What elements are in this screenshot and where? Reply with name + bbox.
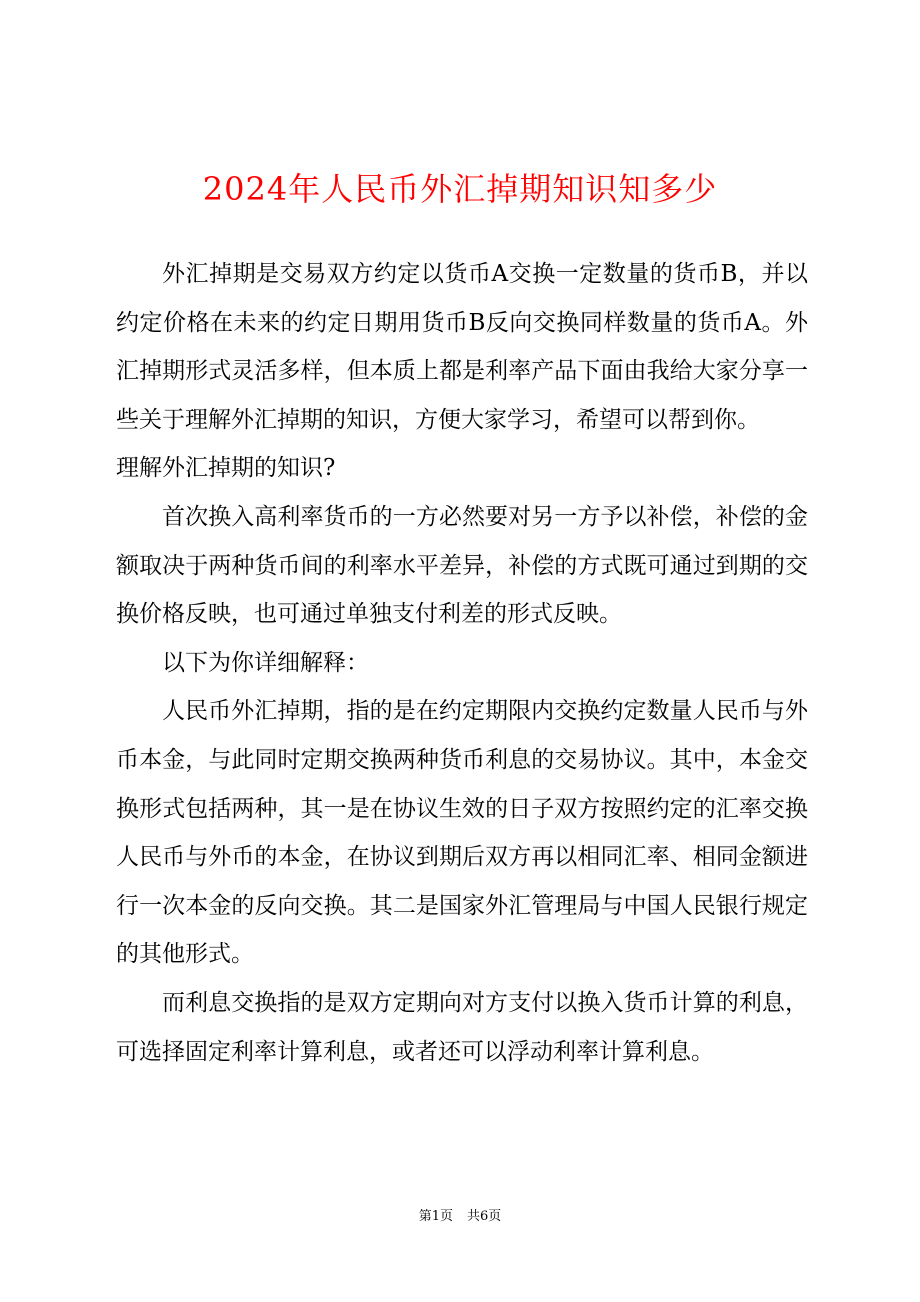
page-footer xyxy=(0,1208,920,1226)
document-body xyxy=(116,250,808,1076)
page-total: 共6页 xyxy=(467,1209,502,1224)
page-number: 第1页 xyxy=(418,1209,453,1224)
paragraph-compensation: 首次换入高利率货币的一方必然要对另一方予以补偿，补偿的金额取决于两种货币间的利率水平差异，补偿的方式既可通过到期的交换价格反映，也可通过单独支付利差的形式反映。 xyxy=(116,503,808,628)
section-heading: 理解外汇掉期的知识? xyxy=(116,455,336,482)
paragraph-intro: 外汇掉期是交易双方约定以货币A交换一定数量的货币B，并以约定价格在未来的约定日期用货币B反向交换同样数量的货币A。外汇掉期形式灵活多样，但本质上都是利率产品下面由我给大家分享一些关于理解外汇掉期的知识，方便大家学习，希望可以帮到你。 xyxy=(116,261,808,433)
paragraph-rmb-swap: 人民币外汇掉期，指的是在约定期限内交换约定数量人民币与外币本金，与此同时定期交换两种货币利息的交易协议。其中，本金交换形式包括两种，其一是在协议生效的日子双方按照约定的汇率交换人民币与外币的本金，在协议到期后双方再以相同汇率、相同金额进行一次本金的反向交换。其二是国家外汇管理局与中国人民银行规定的其他形式。 xyxy=(116,698,808,968)
paragraph-interest-exchange: 而利息交换指的是双方定期向对方支付以换入货币计算的利息，可选择固定利率计算利息，或者还可以浮动利率计算利息。 xyxy=(116,989,808,1065)
page-title: 2024年人民币外汇掉期知识知多少 xyxy=(202,170,718,209)
paragraph-explanation-lead: 以下为你详细解释： xyxy=(162,649,369,676)
